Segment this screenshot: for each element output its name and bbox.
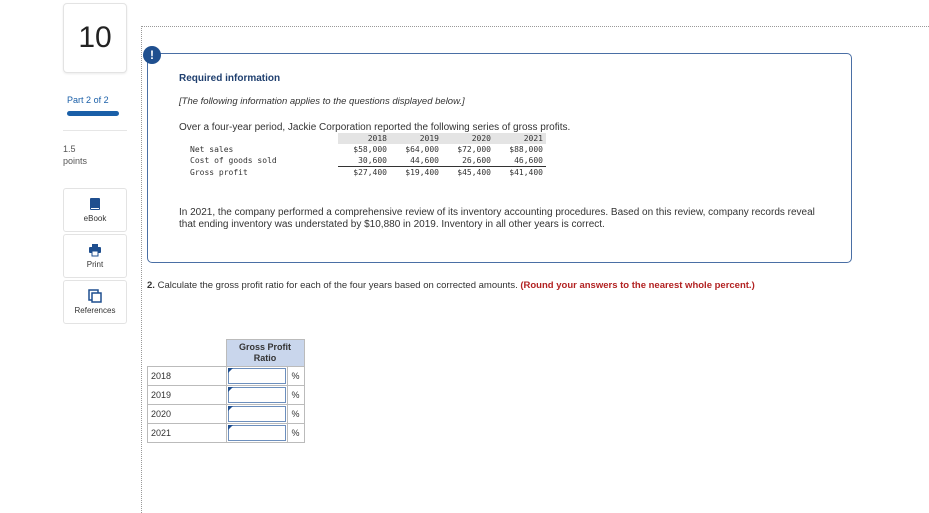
answer-row xyxy=(148,386,305,405)
points-value: 1.5 xyxy=(63,144,76,154)
references-icon xyxy=(88,289,102,303)
ebook-button[interactable] xyxy=(63,188,127,232)
part-label: Part xyxy=(67,95,84,105)
table-header-row xyxy=(186,133,546,144)
answer-header-row xyxy=(148,340,305,367)
answer-table xyxy=(147,339,305,443)
row-label: Net sales xyxy=(190,145,234,154)
cell: $27,400 xyxy=(353,168,387,177)
printer-icon xyxy=(88,243,102,257)
question-number-card xyxy=(63,3,127,73)
part-indicator[interactable] xyxy=(67,95,109,105)
part-current: 2 xyxy=(86,95,92,105)
rounding-instruction: (Round your answers to the nearest whole percent.) xyxy=(520,280,755,291)
references-button[interactable] xyxy=(63,280,127,324)
ratio-input-2019[interactable] xyxy=(226,386,287,405)
cell: $41,400 xyxy=(509,168,543,177)
year-header: 2020 xyxy=(442,133,494,144)
alert-icon: ! xyxy=(143,46,161,64)
header-line2: Ratio xyxy=(253,353,277,363)
percent-unit: % xyxy=(287,405,304,424)
ratio-input-2020[interactable] xyxy=(226,405,287,424)
question-number: 10 xyxy=(78,21,112,54)
row-label: Gross profit xyxy=(190,167,248,177)
year-header: 2019 xyxy=(390,133,442,144)
part-progress-bar xyxy=(67,111,119,116)
answer-year: 2019 xyxy=(148,386,227,405)
table-row xyxy=(186,155,546,167)
answer-row xyxy=(148,405,305,424)
percent-unit: % xyxy=(287,424,304,443)
gross-profit-table xyxy=(186,133,546,178)
row-label: Cost of goods sold xyxy=(190,156,277,166)
cell: 26,600 xyxy=(442,155,494,167)
answer-row xyxy=(148,424,305,443)
required-info-title: Required information xyxy=(179,73,281,84)
answer-year: 2021 xyxy=(148,424,227,443)
gross-profit-ratio-header xyxy=(226,340,304,367)
book-icon xyxy=(88,197,102,211)
review-text: In 2021, the company performed a comprehensive review of its inventory accounting procedures. Based on this review, company records reveal that ending inventory was understated by $10,880 in 2019. Inventory in all other years is correct. xyxy=(179,207,815,230)
cell: $64,000 xyxy=(405,145,439,154)
intro-text: Over a four-year period, Jackie Corporation reported the following series of gross profits. xyxy=(179,122,571,133)
table-row xyxy=(186,144,546,155)
print-button[interactable] xyxy=(63,234,127,278)
cell: $45,400 xyxy=(457,168,491,177)
cell: $19,400 xyxy=(405,168,439,177)
answer-row xyxy=(148,367,305,386)
cell: 46,600 xyxy=(494,155,546,167)
cell: $88,000 xyxy=(509,145,543,154)
points-label: points xyxy=(63,156,88,166)
part-of: of 2 xyxy=(93,95,109,105)
answer-year: 2018 xyxy=(148,367,227,386)
year-header: 2021 xyxy=(494,133,546,144)
question-number-label: 2. xyxy=(147,280,155,291)
year-header: 2018 xyxy=(338,133,390,144)
content-border-top xyxy=(141,26,929,27)
table-row xyxy=(186,167,546,179)
ratio-input-2021[interactable] xyxy=(226,424,287,443)
answer-year: 2020 xyxy=(148,405,227,424)
applies-note: [The following information applies to the questions displayed below.] xyxy=(179,96,465,107)
cell: $58,000 xyxy=(353,145,387,154)
content-border-left xyxy=(141,26,142,513)
ebook-label: eBook xyxy=(83,214,107,223)
question-text: Calculate the gross profit ratio for each of the four years based on corrected amounts. xyxy=(157,280,518,291)
print-label: Print xyxy=(86,260,104,269)
question-prompt xyxy=(147,279,867,292)
cell: 30,600 xyxy=(338,155,390,167)
cell: $72,000 xyxy=(457,145,491,154)
points xyxy=(63,143,87,167)
sidebar-divider xyxy=(63,130,127,131)
cell: 44,600 xyxy=(390,155,442,167)
percent-unit: % xyxy=(287,367,304,386)
ratio-input-2018[interactable] xyxy=(226,367,287,386)
references-label: References xyxy=(74,306,116,315)
percent-unit: % xyxy=(287,386,304,405)
header-line1: Gross Profit xyxy=(238,342,291,352)
